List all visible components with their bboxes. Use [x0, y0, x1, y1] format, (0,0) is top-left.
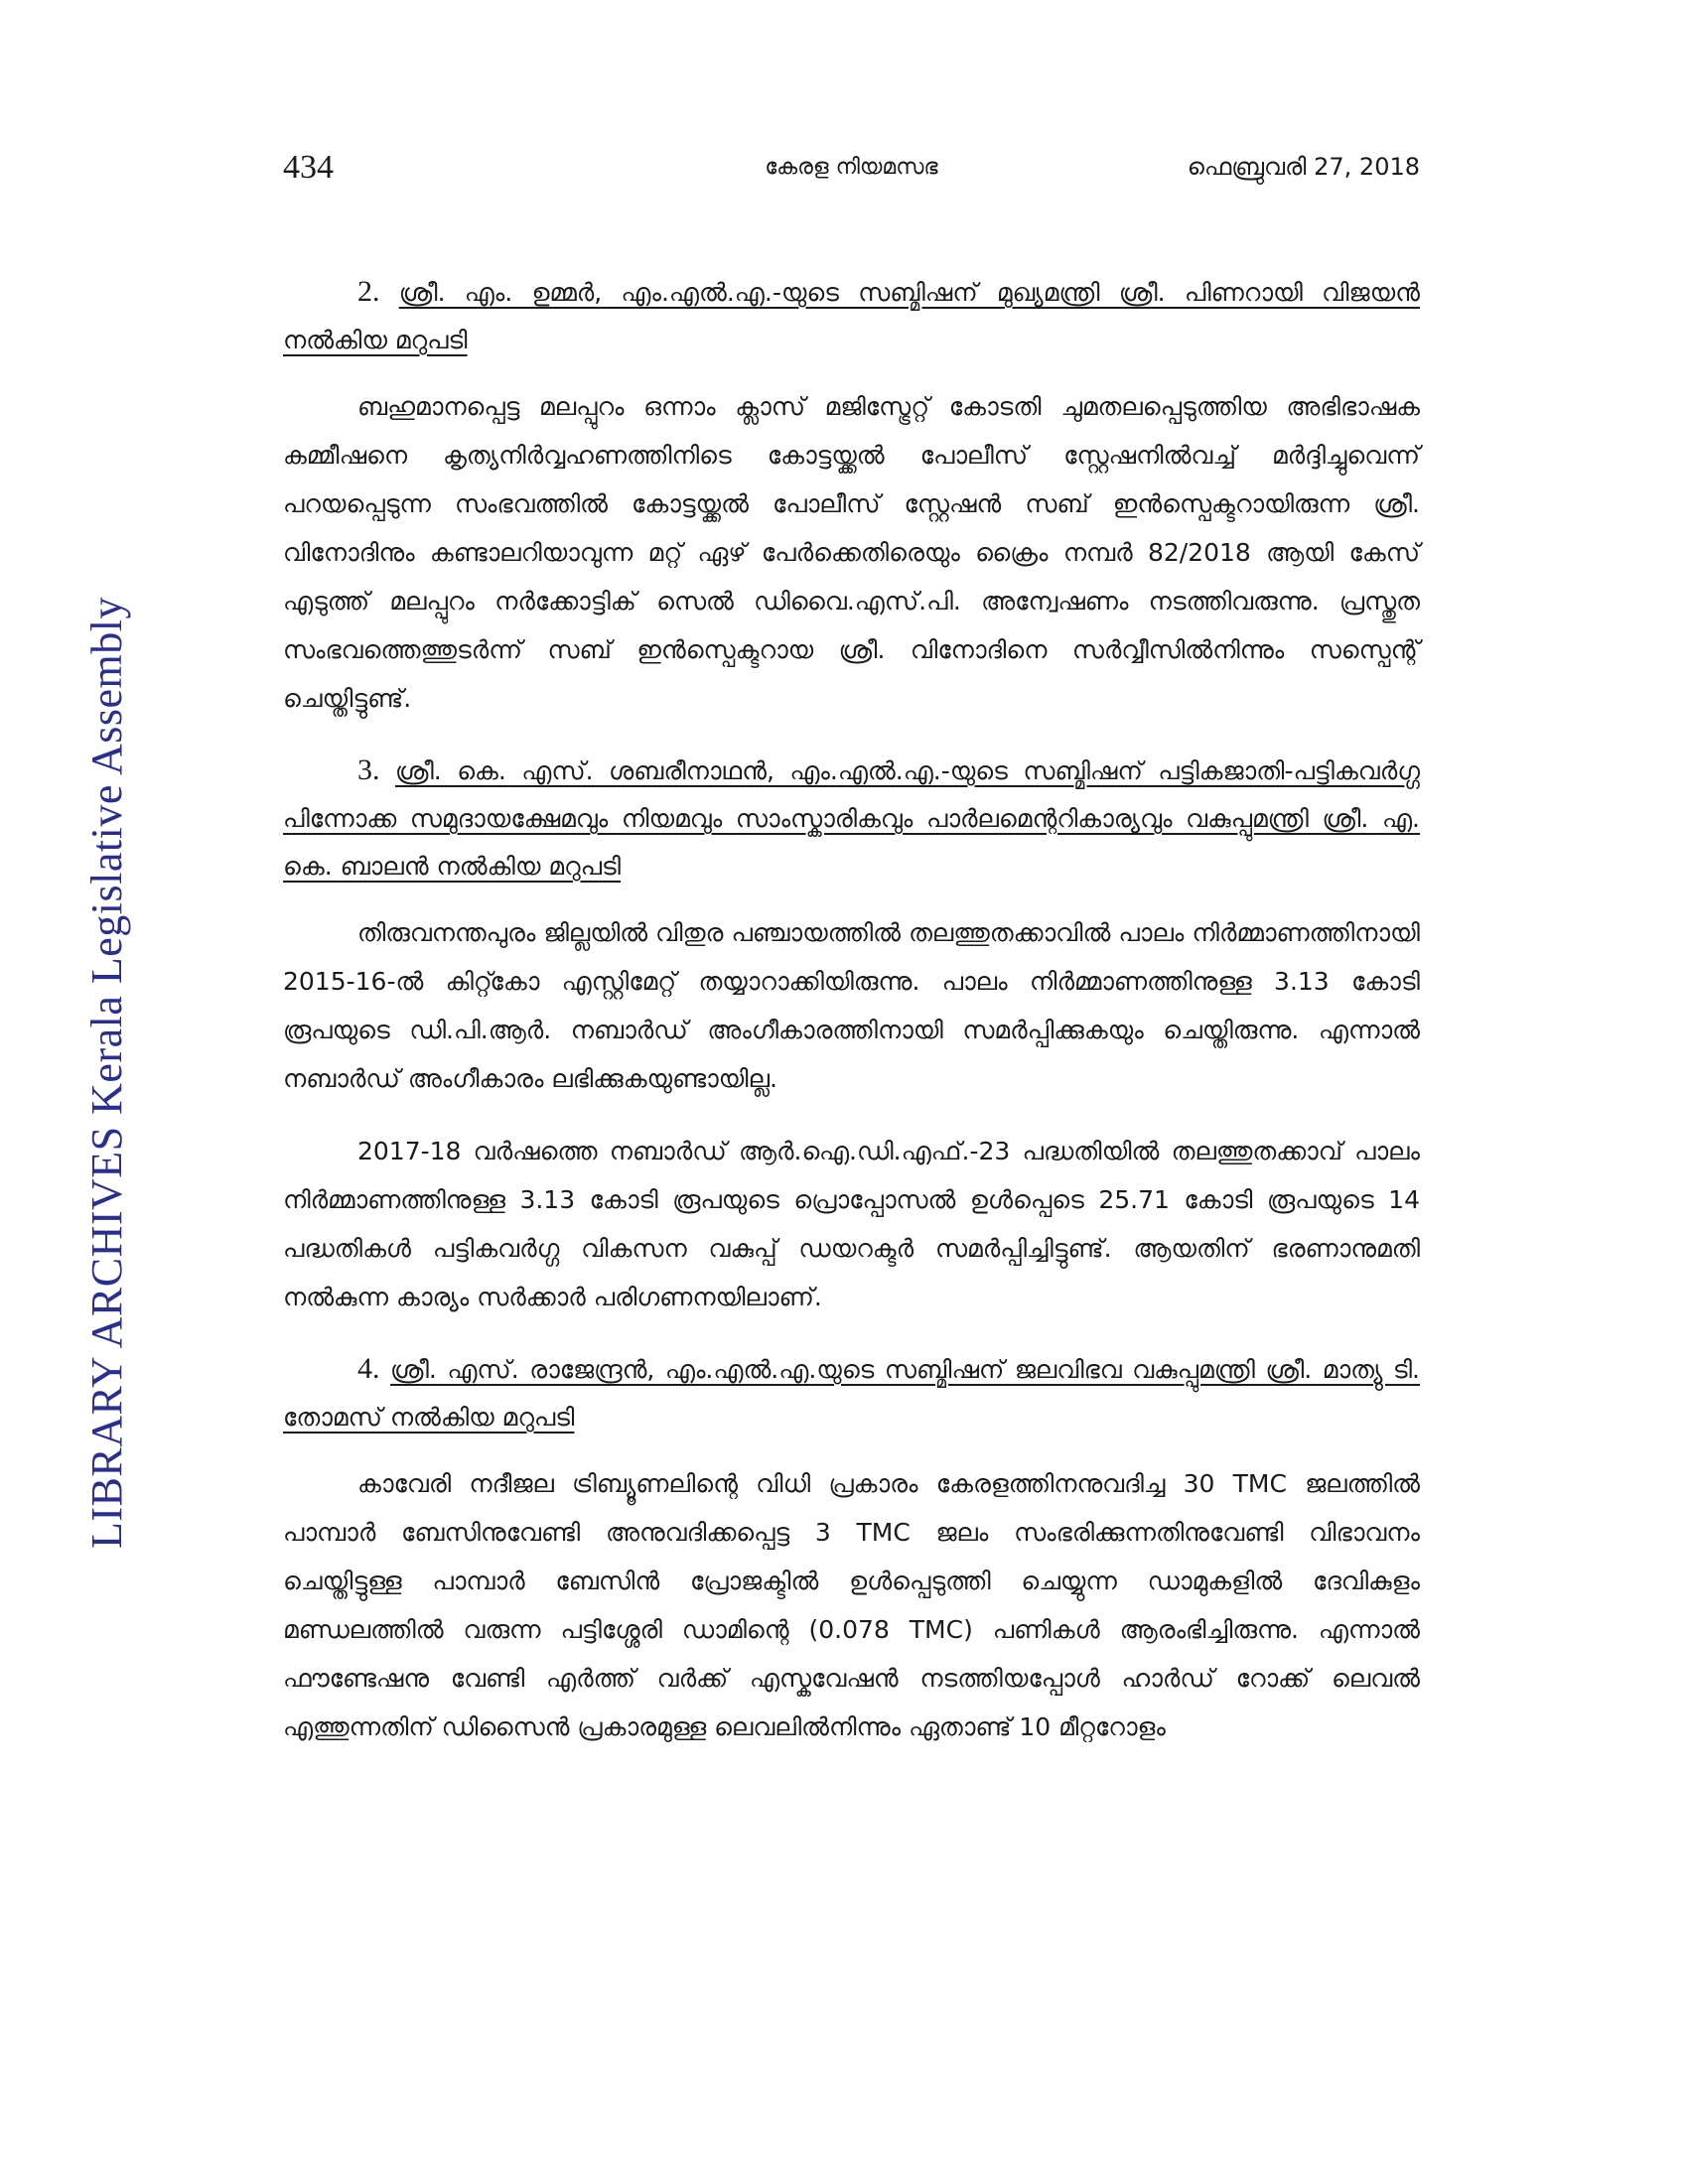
section-title: ശ്രീ. എം. ഉമ്മർ, എം.എൽ.എ.-യുടെ സബ്മിഷന് മുഖ്യമന്ത്രി ശ്രീ. പിണറായി വിജയൻ നൽകിയ മറുപടി: [283, 278, 1420, 354]
paragraph: തിരുവനന്തപുരം ജില്ലയിൽ വിതുര പഞ്ചായത്തിൽ തലത്തുതക്കാവിൽ പാലം നിർമ്മാണത്തിനായി 2015-16-ൽ കിറ്റ്കോ എസ്റ്റിമേറ്റ് തയ്യാറാക്കിയിരുന്നു. പാലം നിർമ്മാണത്തിനുള്ള 3.13 കോടി രൂപയുടെ ഡി.പി.ആർ. നബാർഡ് അംഗീകാരത്തിനായി സമർപ്പിക്കുകയും ചെയ്തിരുന്നു. എന്നാൽ നബാർഡ് അംഗീകാരം ലഭിക്കുകയുണ്ടായില്ല.: [283, 918, 1420, 1093]
section-heading: [283, 268, 1420, 364]
running-title: കേരള നിയമസഭ: [765, 155, 938, 180]
section-number: 4.: [357, 1352, 380, 1385]
section-number: 2.: [357, 275, 380, 308]
paragraph: ബഹുമാനപ്പെട്ട മലപ്പുറം ഒന്നാം ക്ലാസ് മജിസ്ട്രേറ്റ് കോടതി ചുമതലപ്പെടുത്തിയ അഭിഭാഷക കമ്മീഷനെ കൃത്യനിർവ്വഹണത്തിനിടെ കോട്ടയ്ക്കൽ പോലീസ് സ്റ്റേഷനിൽവച്ച് മർദ്ദിച്ചുവെന്ന് പറയപ്പെടുന്ന സംഭവത്തിൽ കോട്ടയ്ക്കൽ പോലീസ് സ്റ്റേഷൻ സബ് ഇൻസ്പെക്ടറായിരുന്ന ശ്രീ. വിനോദിനും കണ്ടാലറിയാവുന്ന മറ്റ് ഏഴ് പേർക്കെതിരെയും ക്രൈം നമ്പർ 82/2018 ആയി കേസ് എടുത്ത് മലപ്പുറം നർക്കോട്ടിക് സെൽ ഡിവൈ.എസ്.പി. അന്വേഷണം നടത്തിവരുന്നു. പ്രസ്തുത സംഭവത്തെത്തുടർന്ന് സബ് ഇൻസ്പെക്ടറായ ശ്രീ. വിനോദിനെ സർവ്വീസിൽനിന്നും സസ്പെന്റ് ചെയ്തിട്ടുണ്ട്.: [283, 392, 1420, 713]
section-title: ശ്രീ. കെ. എസ്. ശബരീനാഥൻ, എം.എൽ.എ.-യുടെ സബ്മിഷന് പട്ടികജാതി-പട്ടികവർഗ്ഗ പിന്നോക്ക സമുദായക്ഷേമവും നിയമവും സാംസ്കാരികവും പാർലമെന്ററികാര്യവും വകുപ്പുമന്ത്രി ശ്രീ. എ. കെ. ബാലൻ നൽകിയ മറുപടി: [283, 756, 1420, 881]
section-number: 3.: [357, 753, 380, 786]
document-body: [283, 268, 1420, 1775]
page-number: 434: [283, 149, 334, 186]
paragraph: 2017-18 വർഷത്തെ നബാർഡ് ആർ.ഐ.ഡി.എഫ്.-23 പദ്ധതിയിൽ തലത്തുതക്കാവ് പാലം നിർമ്മാണത്തിനുള്ള 3.13 കോടി രൂപയുടെ പ്രൊപ്പോസൽ ഉൾപ്പെടെ 25.71 കോടി രൂപയുടെ 14 പദ്ധതികൾ പട്ടികവർഗ്ഗ വികസന വകുപ്പ് ഡയറക്ടർ സമർപ്പിച്ചിട്ടുണ്ട്. ആയതിന് ഭരണാനുമതി നൽകുന്ന കാര്യം സർക്കാർ പരിഗണനയിലാണ്.: [283, 1137, 1420, 1311]
header-date: ഫെബ്രുവരി 27, 2018: [1187, 153, 1420, 181]
section-heading: [283, 747, 1420, 890]
section-title: ശ്രീ. എസ്. രാജേന്ദ്രൻ, എം.എൽ.എ.യുടെ സബ്മിഷന് ജലവിഭവ വകുപ്പുമന്ത്രി ശ്രീ. മാത്യു ടി. തോമസ് നൽകിയ മറുപടി: [283, 1355, 1420, 1432]
page-header: [283, 149, 1420, 193]
paragraph: കാവേരി നദീജല ട്രിബ്യൂണലിന്റെ വിധി പ്രകാരം കേരളത്തിനനുവദിച്ച 30 TMC ജലത്തിൽ പാമ്പാർ ബേസിനുവേണ്ടി അനുവദിക്കപ്പെട്ട 3 TMC ജലം സംഭരിക്കുന്നതിനുവേണ്ടി വിഭാവനം ചെയ്തിട്ടുള്ള പാമ്പാർ ബേസിൻ പ്രോജക്ടിൽ ഉൾപ്പെടുത്തി ചെയ്യുന്ന ഡാമുകളിൽ ദേവികുളം മണ്ഡലത്തിൽ വരുന്ന പട്ടിശ്ശേരി ഡാമിന്റെ (0.078 TMC) പണികൾ ആരംഭിച്ചിരുന്നു. എന്നാൽ ഫൗണ്ടേഷനു വേണ്ടി എർത്ത് വർക്ക് എസ്കവേഷൻ നടത്തിയപ്പോൾ ഹാർഡ് റോക്ക് ലെവൽ എത്തുന്നതിന് ഡിസൈൻ പ്രകാരമുള്ള ലെവലിൽനിന്നും ഏതാണ്ട് 10 മീറ്ററോളം: [283, 1469, 1420, 1741]
section-heading: [283, 1345, 1420, 1441]
archive-watermark: LIBRARY ARCHIVES Kerala Legislative Assembly: [82, 597, 131, 1549]
